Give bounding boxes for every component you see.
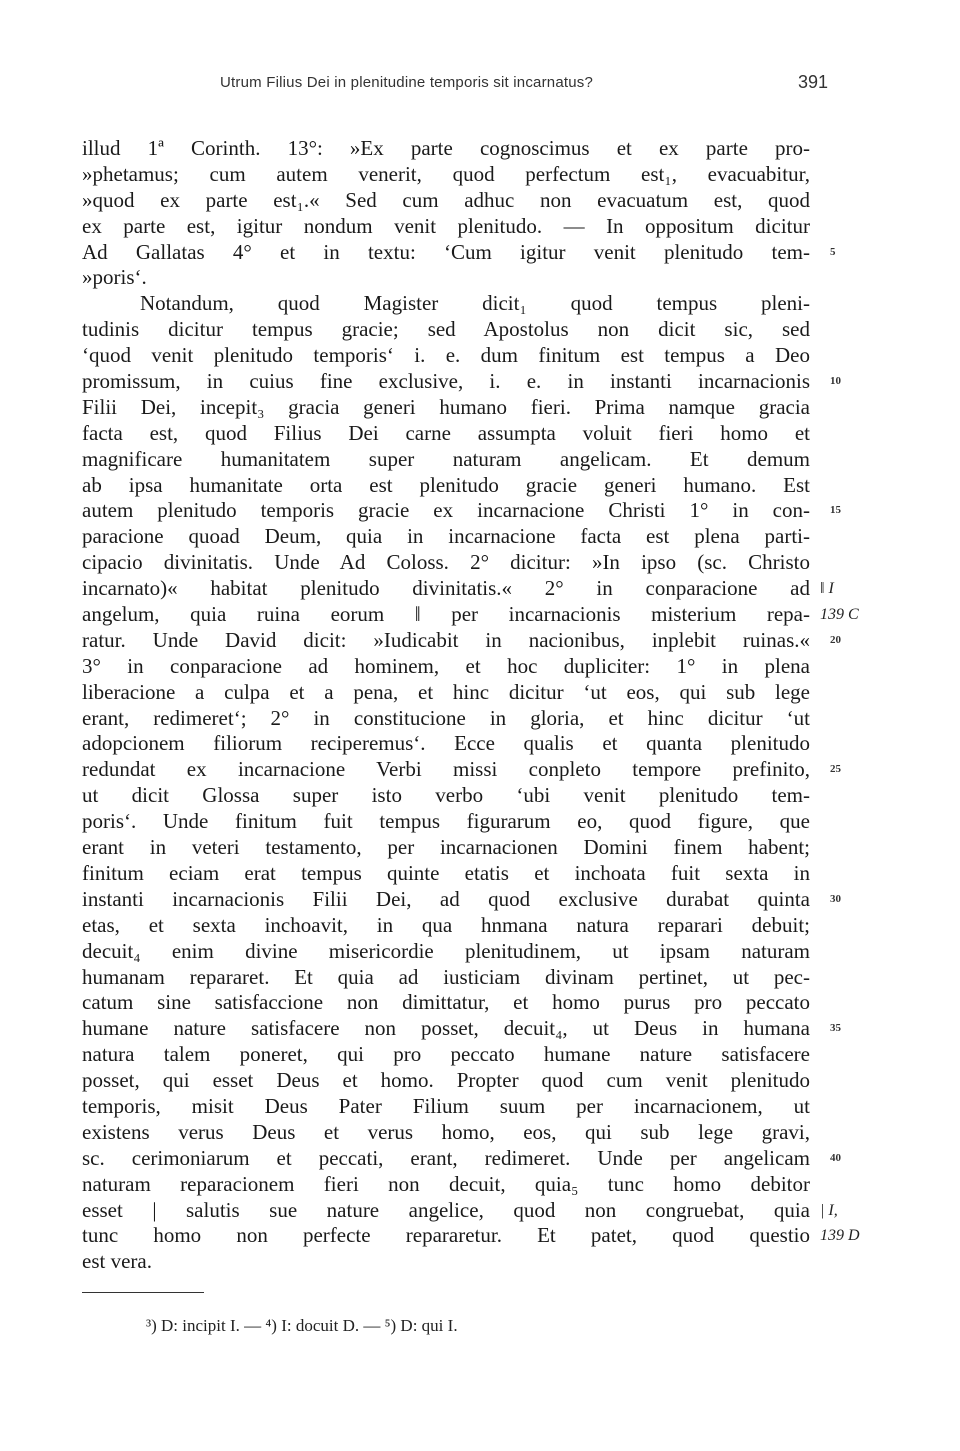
line-text: adopcionem filiorum reciperemus‘. Ecce qualis et quanta plenitudo [82,731,810,756]
text-line [82,965,810,991]
line-text: existens verus Deus et verus homo, eos, qui sub lege gravi, [82,1119,810,1144]
text-line [82,1145,841,1172]
line-text: Notandum, quod Magister dicit₁ quod tempus pleni- [140,291,810,316]
line-text: catum sine satisfaccione non dimittatur, et homo purus pro peccato [82,990,810,1015]
line-text: Filii Dei, incepit₃ gracia generi humano fieri. Prima namque gracia [82,394,810,419]
text-line [82,1249,810,1275]
text-line [82,1068,810,1094]
text-line [82,343,810,369]
text-line [82,317,810,343]
line-text: sc. cerimoniarum et peccati, erant, redimeret. Unde per angelicam [82,1145,810,1170]
line-text: 3° in conparacione ad hominem, et hoc dupliciter: 1° in plena [82,653,810,678]
footnote-divider [82,1292,204,1293]
line-text: finitum eciam erat tempus quinte etatis et inchoata fuit sexta in [82,860,810,885]
text-line [82,576,834,602]
line-text: tudinis dicitur tempus gracie; sed Apostolus non dicit sic, sed [82,317,810,342]
line-text: etas, et sexta inchoavit, in qua hnmana natura reparari debuit; [82,912,810,937]
line-text: angelum, quia ruina eorum ‖ per incarnacionis misterium repa- [82,602,810,627]
line-text: ratur. Unde David dicit: »Iudicabit in nacionibus, inplebit ruinas.« [82,627,810,652]
manuscript-reference: | I, [820,1201,838,1219]
line-text: cipacio divinitatis. Unde Ad Coloss. 2° dicitur: »In ipso (sc. Christo [82,550,810,575]
text-line [82,1120,810,1146]
line-text: temporis, misit Deus Pater Filium suum per incarnacionem, ut [82,1093,810,1118]
line-text: promissum, in cuius fine exclusive, i. e. in instanti incarnacionis [82,369,810,394]
text-line [82,1016,841,1042]
text-line [82,990,810,1016]
line-text: »poris‘. [82,265,147,290]
running-title: Utrum Filius Dei in plenitudine temporis sit incarnatus? [220,74,594,91]
text-line [82,731,810,757]
manuscript-reference: ‖ I [820,580,834,598]
text-line [82,627,841,654]
text-line [82,473,810,499]
text-line [82,1197,838,1224]
text-line [82,369,841,395]
footnotes: ³) D: incipit I. — ⁴) I: docuit D. — ⁵) D: qui I. [146,1316,458,1335]
text-line [82,835,810,861]
line-text: decuit₄ enim divine misericordie plenitudinem, ut ipsam naturam [82,938,810,963]
page-number: 391 [798,72,829,92]
text-line [82,550,810,576]
line-number: 35 [830,1022,841,1035]
text-line [82,809,810,835]
text-line [82,886,841,913]
line-text: ex parte est, igitur nondum venit plenitudo. — In oppositum dicitur [82,213,810,238]
line-number: 5 [830,245,836,258]
text-line [82,239,836,266]
line-text: instanti incarnacionis Filii Dei, ad quod exclusive durabat quinta [82,886,810,911]
manuscript-reference: 139 D [820,1227,860,1245]
text-line [82,265,810,291]
text-line [82,498,841,524]
line-text: posset, qui esset Deus et homo. Propter quod cum venit plenitudo [82,1068,810,1093]
text-line [82,188,810,214]
line-text: magnificare humanitatem super naturam angelicam. Et demum [82,446,810,471]
line-text: incarnato)« habitat plenitudo divinitatis.« 2° in conparacione ad [82,576,810,601]
text-line [82,757,841,783]
text-line [82,654,810,680]
text-line [82,162,810,188]
line-text: illud 1ª Corinth. 13°: »Ex parte cognoscimus et ex parte pro- [82,136,810,160]
text-line [82,783,810,809]
line-text: humanam repararet. Et quia ad iusticiam divinam pertinet, ut pec- [82,964,810,989]
line-number: 25 [830,763,841,776]
line-text: poris‘. Unde finitum fuit tempus figurarum eo, quod figure, que [82,809,810,834]
line-text: autem plenitudo temporis gracie ex incarnacione Christi 1° in con- [82,498,810,523]
line-text: tunc homo non perfecte repararetur. Et patet, quod questio [82,1223,810,1248]
text-line [82,524,810,550]
line-text: liberacione a culpa et a pena, et hinc dicitur ‘ut eos, qui sub lege [82,679,810,704]
text-line [82,1172,810,1198]
line-text: naturam reparacionem fieri non decuit, quia₅ tunc homo debitor [82,1171,810,1196]
line-number: 20 [830,633,841,646]
line-text: humane nature satisfacere non posset, decuit₄, ut Deus in humana [82,1016,810,1041]
text-line [82,602,859,628]
line-text: est vera. [82,1249,152,1274]
text-line [82,214,810,240]
text-line [82,1223,860,1249]
line-text: natura talem poneret, qui pro peccato humane nature satisfacere [82,1042,810,1067]
line-text: erant in veteri testamento, per incarnacionen Domini finem habent; [82,835,810,860]
line-text: »quod ex parte est₁.« Sed cum adhuc non evacuatum est, quod [82,187,810,212]
line-text: facta est, quod Filius Dei carne assumpta voluit fieri homo et [82,420,810,445]
line-text: erant, redimeret‘; 2° in constitucione in gloria, et hinc dicitur ‘ut [82,705,810,730]
text-line [82,680,810,706]
text-line [82,1094,810,1120]
text-line [82,291,810,317]
line-text: ab ipsa humanitate orta est plenitudo gracie generi humano. Est [82,472,810,497]
line-number: 40 [830,1151,841,1164]
body-text [82,136,860,1275]
text-line [82,1042,810,1068]
text-line [82,913,810,939]
line-text: ‘quod venit plenitudo temporis‘ i. e. dum finitum est tempus a Deo [82,343,810,368]
line-text: Ad Gallatas 4° et in textu: ‘Cum igitur venit plenitudo tem- [82,239,810,264]
line-text: »phetamus; cum autem venerit, quod perfectum est₁, evacuabitur, [82,161,810,186]
text-line [82,939,810,965]
manuscript-reference: 139 C [820,606,859,624]
text-line [82,706,810,732]
line-number: 30 [830,892,841,905]
line-text: redundat ex incarnacione Verbi missi conpleto tempore prefinito, [82,757,810,782]
line-text: ut dicit Glossa super isto verbo ‘ubi venit plenitudo tem- [82,783,810,808]
text-line [82,421,810,447]
line-text: esset | salutis sue nature angelice, quod non congruebat, quia [82,1197,810,1222]
text-line [82,395,810,421]
text-line [82,447,810,473]
text-line [82,861,810,887]
line-number: 15 [830,504,841,517]
line-number: 10 [830,375,841,388]
text-line [82,136,810,162]
line-text: paracione quoad Deum, quia in incarnacione facta est plena parti- [82,524,810,549]
